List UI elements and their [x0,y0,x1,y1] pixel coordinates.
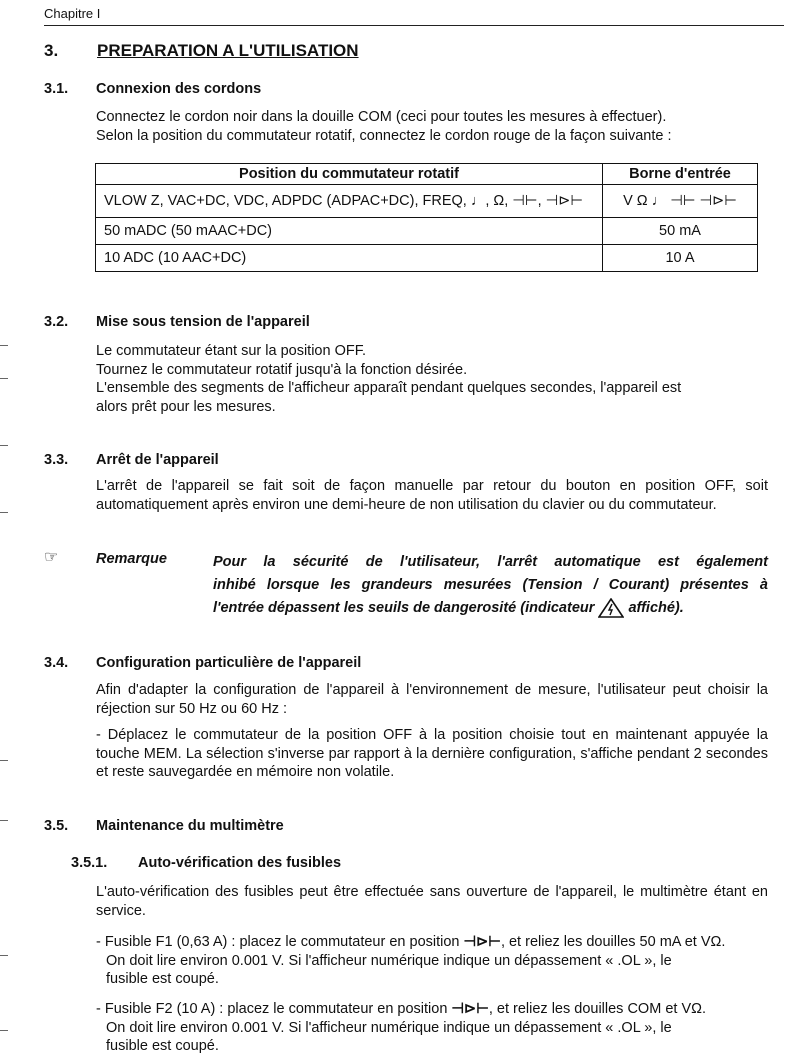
scan-margin-mark [0,445,8,446]
section-3-2-text [96,342,768,416]
note-line-3 [213,597,768,620]
diode-icon: ⊣⊳⊢ [451,1001,489,1017]
fuse-f1-line-1: - Fusible F1 (0,63 A) : placez le commutateur en position ⊣⊳⊢, et reliez les douilles 50 mA et VΩ. [96,934,726,950]
scan-margin-mark [0,1030,8,1031]
section-3-title: PREPARATION A L'UTILISATION [97,41,359,60]
table-header-position: Position du commutateur rotatif [96,164,603,185]
scan-margin-mark [0,820,8,821]
table-cell: 10 A [603,245,758,272]
section-3-4-title: Configuration particulière de l'appareil [96,655,362,671]
section-3-4-bullet-text: Déplacez le commutateur de la position OFF à la position choisie tout en maintenant appuyée la touche MEM. La sélection s'inverse par rapport à la dernière configuration, s'affiche pendant 2 secondes et reste sauvegardée en mémoire non volatile. [96,727,768,780]
chapter-header: Chapitre I [44,6,101,21]
section-3-2-line: alors prêt pour les mesures. [96,398,276,415]
section-3-5-1-number: 3.5.1. [71,855,108,871]
fuse-f2-text-b: , et reliez les douilles COM et VΩ. [488,1001,706,1017]
fuse-f2-line-3: fusible est coupé. [106,1038,219,1054]
note-line-2: inhibé lorsque les grandeurs mesurées (Tension / Courant) présentes à [213,577,768,593]
table-cell: 10 ADC (10 AAC+DC) [96,245,603,272]
fuse-f1-text-b: , et reliez les douilles 50 mA et VΩ. [500,934,726,950]
table-header-terminal: Borne d'entrée [603,164,758,185]
fuse-f2-line-1: - Fusible F2 (10 A) : placez le commutateur en position ⊣⊳⊢, et reliez les douilles COM et VΩ. [96,1001,706,1017]
section-3-2-title: Mise sous tension de l'appareil [96,314,310,330]
fuse-f1-item [96,933,786,989]
note-text [213,551,768,620]
diode-icon: ⊣⊳⊢ [463,934,501,950]
section-3-5-1-text: L'auto-vérification des fusibles peut être effectuée sans ouverture de l'appareil, le multimètre étant en service. [96,884,768,919]
section-3-5-number: 3.5. [44,818,69,834]
section-3-3-title: Arrêt de l'appareil [96,452,219,468]
section-3-4-text: Afin d'adapter la configuration de l'appareil à l'environnement de mesure, l'utilisateur peut choisir la réjection sur 50 Hz ou 60 Hz : [96,682,768,717]
section-3-2-line: Le commutateur étant sur la position OFF. [96,343,366,359]
cord-connection-table [95,163,758,272]
section-3-5-title: Maintenance du multimètre [96,818,284,834]
table-cell: V Ω ♩ ⊣⊢ ⊣⊳⊢ [603,185,758,218]
note-label: Remarque [96,551,167,567]
scan-margin-mark [0,378,8,379]
table-row [96,185,758,218]
note-line-3-start: l'entrée dépassent les seuils de dangerosité (indicateur [213,600,595,616]
table-cell: 50 mA [603,218,758,245]
section-3-4-bullet [96,726,768,782]
table-row [96,218,758,245]
header-rule [44,25,784,26]
fuse-f2-item [96,1000,786,1056]
section-3-number: 3. [44,41,59,60]
section-3-1-line-2: Selon la position du commutateur rotatif, connectez le cordon rouge de la façon suivante : [96,127,672,144]
section-3-1-line-1: Connectez le cordon noir dans la douille COM (ceci pour toutes les mesures à effectuer). [96,109,667,125]
section-3-3-number: 3.3. [44,452,69,468]
table-row [96,245,758,272]
section-3-1-number: 3.1. [44,81,69,97]
scan-margin-mark [0,955,8,956]
fuse-f2-text-a: Fusible F2 (10 A) : placez le commutateur en position [104,1001,448,1017]
scan-margin-mark [0,345,8,346]
section-3-2-number: 3.2. [44,314,69,330]
fuse-f1-line-2: On doit lire environ 0.001 V. Si l'afficheur numérique indique un dépassement « .OL », le [106,952,672,969]
table-cell: VLOW Z, VAC+DC, VDC, ADPDC (ADPAC+DC), FREQ, ♩, Ω, ⊣⊢, ⊣⊳⊢ [96,185,603,218]
scan-margin-mark [0,760,8,761]
fuse-f1-line-3: fusible est coupé. [106,971,219,987]
section-3-2-line: L'ensemble des segments de l'afficheur apparaît pendant quelques secondes, l'appareil est [96,380,682,396]
section-3-4-number: 3.4. [44,655,69,671]
fuse-f2-line-2: On doit lire environ 0.001 V. Si l'afficheur numérique indique un dépassement « .OL », le [106,1019,672,1036]
note-line-1: Pour la sécurité de l'utilisateur, l'arrêt automatique est également [213,554,768,570]
note-line-3-end: affiché). [628,600,684,616]
bullet-dash: - [96,727,108,743]
pointing-hand-icon: ☞ [44,549,59,566]
section-3-1-text [96,108,768,145]
table-cell: 50 mADC (50 mAAC+DC) [96,218,603,245]
warning-triangle-icon [598,598,624,618]
section-3-3-text: L'arrêt de l'appareil se fait soit de façon manuelle par retour du bouton en position OFF, soit automatiquement après environ une demi-heure de non utilisation du clavier ou du commutateur. [96,478,768,513]
section-3-1-title: Connexion des cordons [96,81,262,97]
section-3-2-line: Tournez le commutateur rotatif jusqu'à la fonction désirée. [96,361,468,378]
fuse-f1-text-a: Fusible F1 (0,63 A) : placez le commutateur en position [104,934,460,950]
section-3-5-1-title: Auto-vérification des fusibles [138,855,342,871]
scan-margin-mark [0,512,8,513]
